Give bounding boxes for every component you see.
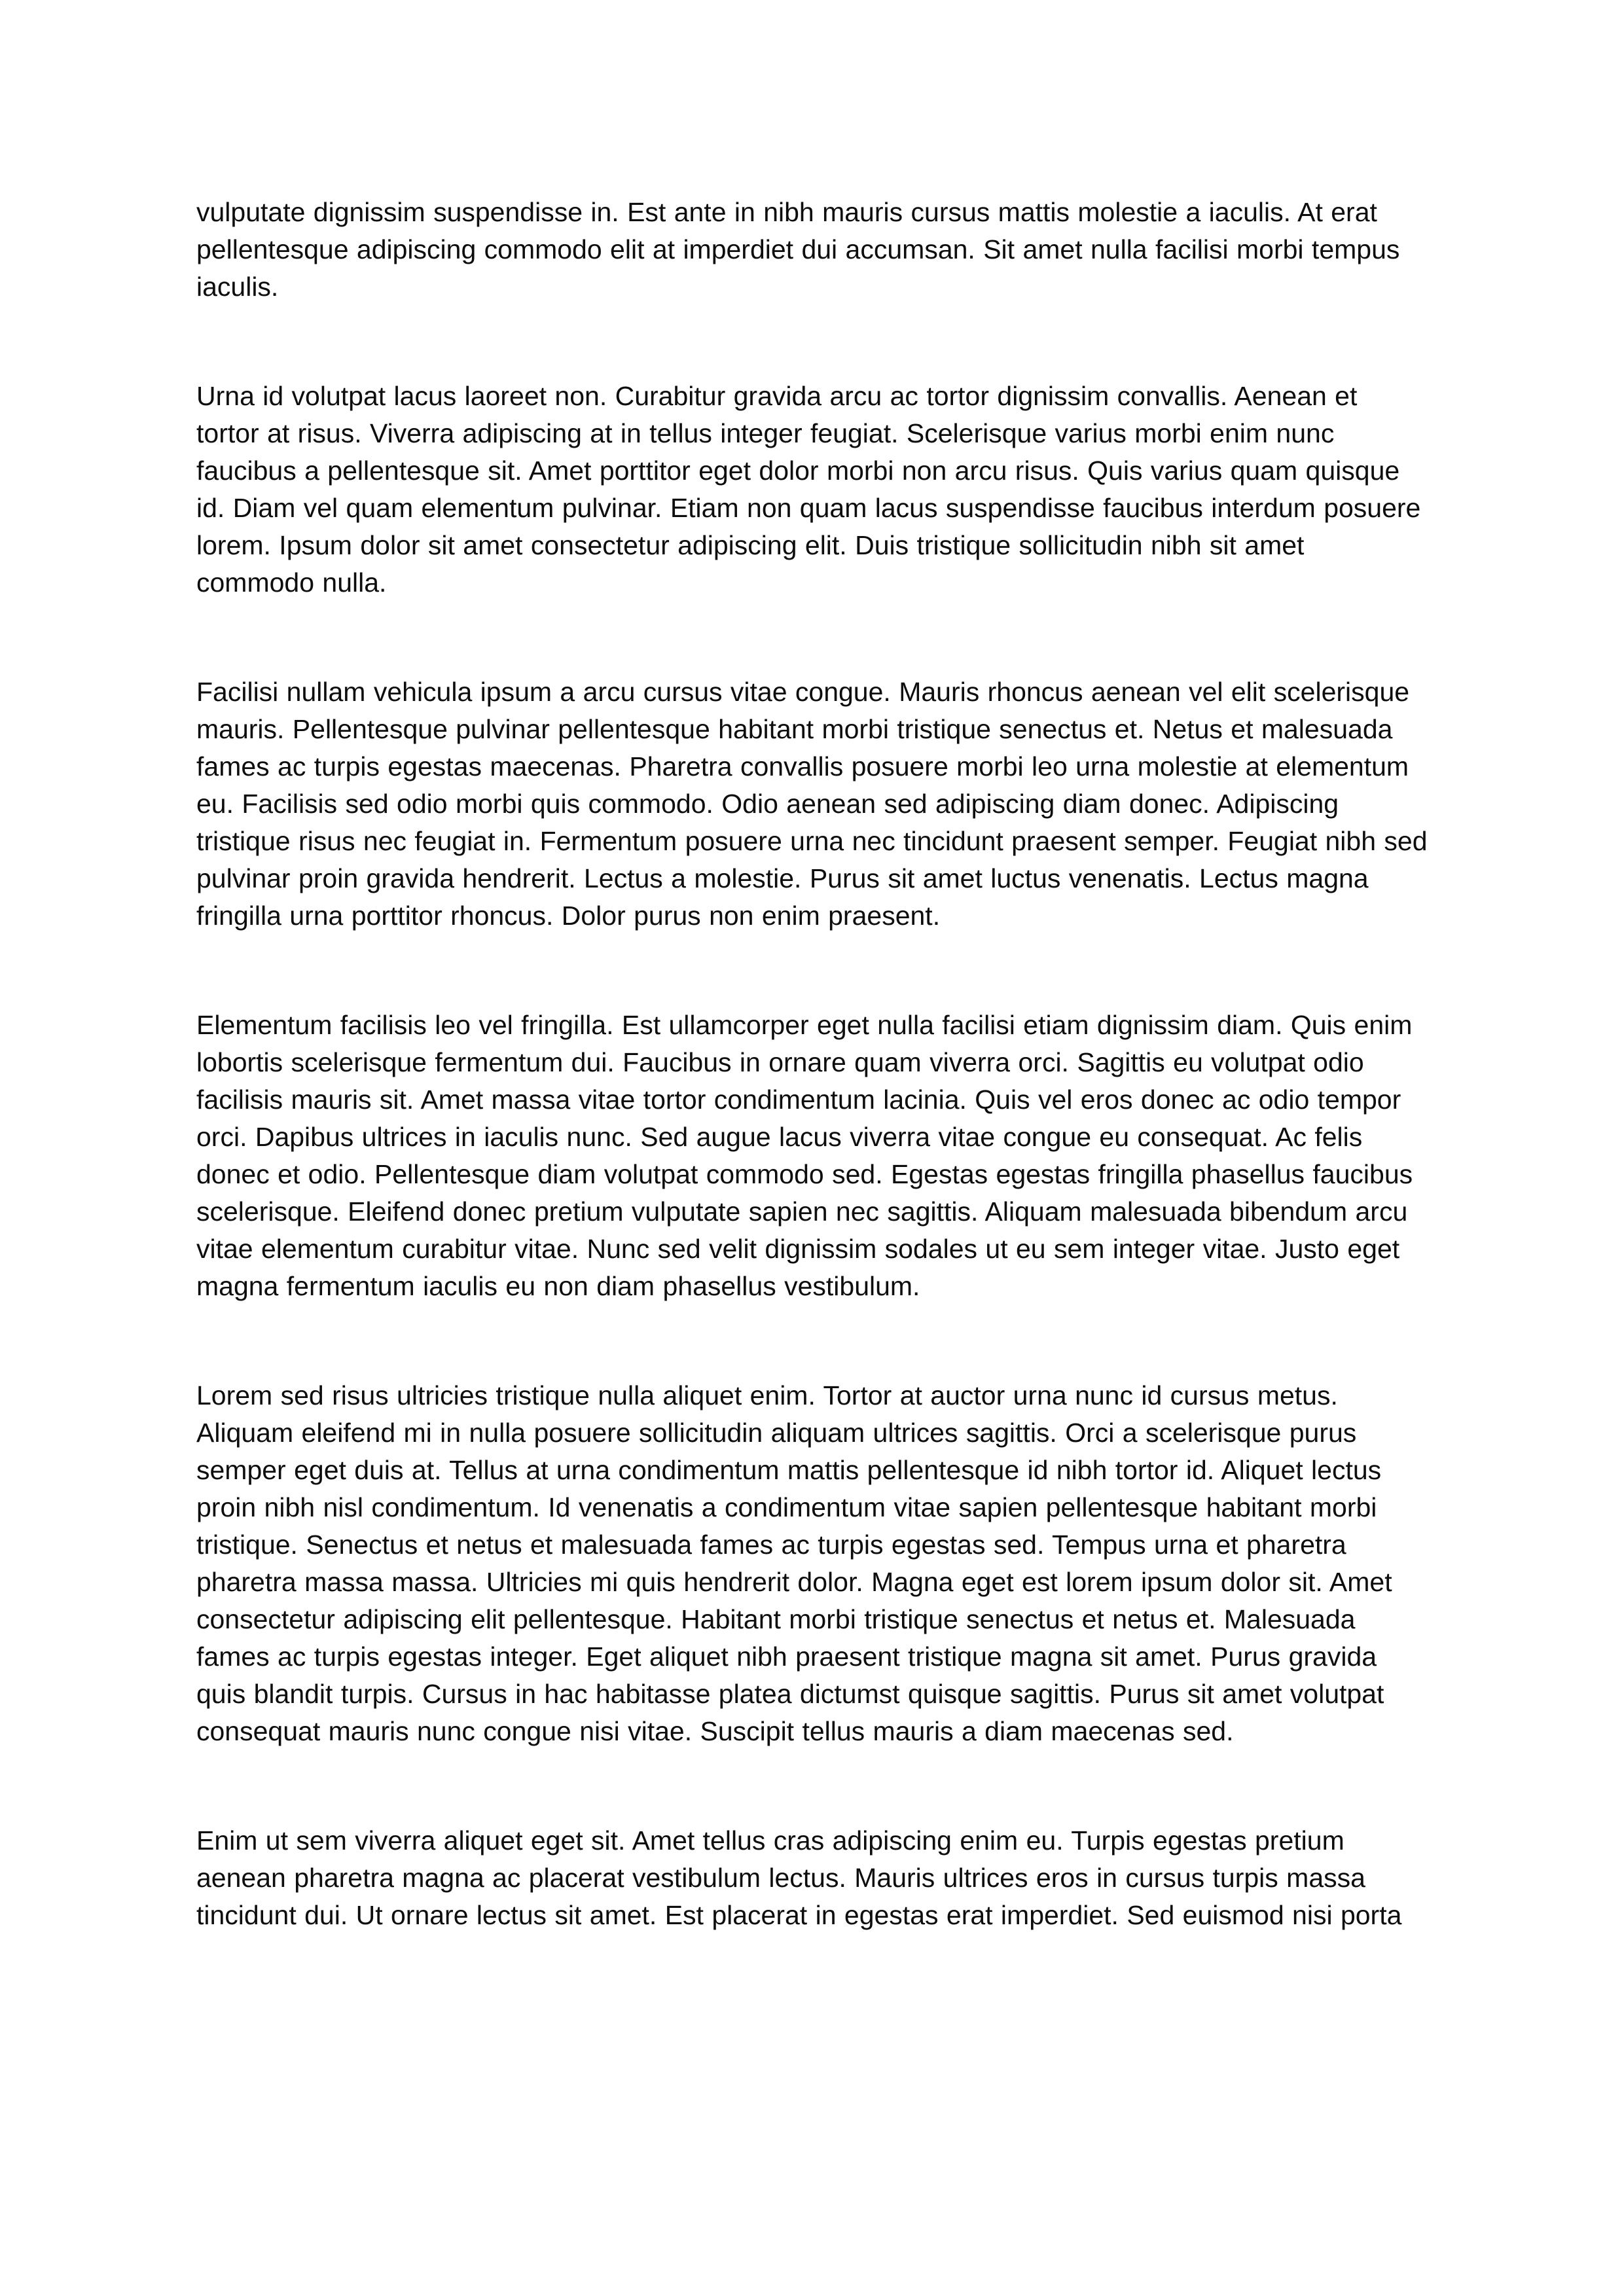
paragraph: Elementum facilisis leo vel fringilla. Est ullamcorper eget nulla facilisi etiam dignissim diam. Quis enim lobortis scelerisque fermentum dui. Faucibus in ornare quam viverra orci. Sagittis eu volutpat odio facilisis mauris sit. Amet massa vitae tortor condimentum lacinia. Quis vel eros donec ac odio tempor orci. Dapibus ultrices in iaculis nunc. Sed augue lacus viverra vitae congue eu consequat. Ac felis donec et odio. Pellentesque diam volutpat commodo sed. Egestas egestas fringilla phasellus faucibus scelerisque. Eleifend donec pretium vulputate sapien nec sagittis. Aliquam malesuada bibendum arcu vitae elementum curabitur vitae. Nunc sed velit dignissim sodales ut eu sem integer vitae. Justo eget magna fermentum iaculis eu non diam phasellus vestibulum.	[196, 1010, 1413, 1301]
paragraph: Urna id volutpat lacus laoreet non. Curabitur gravida arcu ac tortor dignissim convallis. Aenean et tortor at risus. Viverra adipiscing at in tellus integer feugiat. Scelerisque varius morbi enim nunc faucibus a pellentesque sit. Amet porttitor eget dolor morbi non arcu risus. Quis varius quam quisque id. Diam vel quam elementum pulvinar. Etiam non quam lacus suspendisse faucibus interdum posuere lorem. Ipsum dolor sit amet consectetur adipiscing elit. Duis tristique sollicitudin nibh sit amet commodo nulla.	[196, 381, 1421, 598]
paragraph: Lorem sed risus ultricies tristique nulla aliquet enim. Tortor at auctor urna nunc id cursus metus. Aliquam eleifend mi in nulla posuere sollicitudin aliquam ultrices sagittis. Orci a scelerisque purus semper eget duis at. Tellus at urna condimentum mattis pellentesque id nibh tortor id. Aliquet lectus proin nibh nisl condimentum. Id venenatis a condimentum vitae sapien pellentesque habitant morbi tristique. Senectus et netus et malesuada fames ac turpis egestas sed. Tempus urna et pharetra pharetra massa massa. Ultricies mi quis hendrerit dolor. Magna eget est lorem ipsum dolor sit. Amet consectetur adipiscing elit pellentesque. Habitant morbi tristique senectus et netus et. Malesuada fames ac turpis egestas integer. Eget aliquet nibh praesent tristique magna sit amet. Purus gravida quis blandit turpis. Cursus in hac habitasse platea dictumst quisque sagittis. Purus sit amet volutpat consequat mauris nunc congue nisi vitae. Suscipit tellus mauris a diam maecenas sed.	[196, 1380, 1392, 1746]
paragraph: Enim ut sem viverra aliquet eget sit. Amet tellus cras adipiscing enim eu. Turpis egestas pretium aenean pharetra magna ac placerat vestibulum lectus. Mauris ultrices eros in cursus turpis massa tincidunt dui. Ut ornare lectus sit amet. Est placerat in egestas erat imperdiet. Sed euismod nisi porta	[196, 1825, 1402, 1930]
paragraph: Facilisi nullam vehicula ipsum a arcu cursus vitae congue. Mauris rhoncus aenean vel elit scelerisque mauris. Pellentesque pulvinar pellentesque habitant morbi tristique senectus et. Netus et malesuada fames ac turpis egestas maecenas. Pharetra convallis posuere morbi leo urna molestie at elementum eu. Facilisis sed odio morbi quis commodo. Odio aenean sed adipiscing diam donec. Adipiscing tristique risus nec feugiat in. Fermentum posuere urna nec tincidunt praesent semper. Feugiat nibh sed pulvinar proin gravida hendrerit. Lectus a molestie. Purus sit amet luctus venenatis. Lectus magna fringilla urna porttitor rhoncus. Dolor purus non enim praesent.	[196, 677, 1428, 931]
paragraph: vulputate dignissim suspendisse in. Est ante in nibh mauris cursus mattis molestie a iaculis. At erat pellentesque adipiscing commodo elit at imperdiet dui accumsan. Sit amet nulla facilisi morbi tempus iaculis.	[196, 197, 1400, 302]
